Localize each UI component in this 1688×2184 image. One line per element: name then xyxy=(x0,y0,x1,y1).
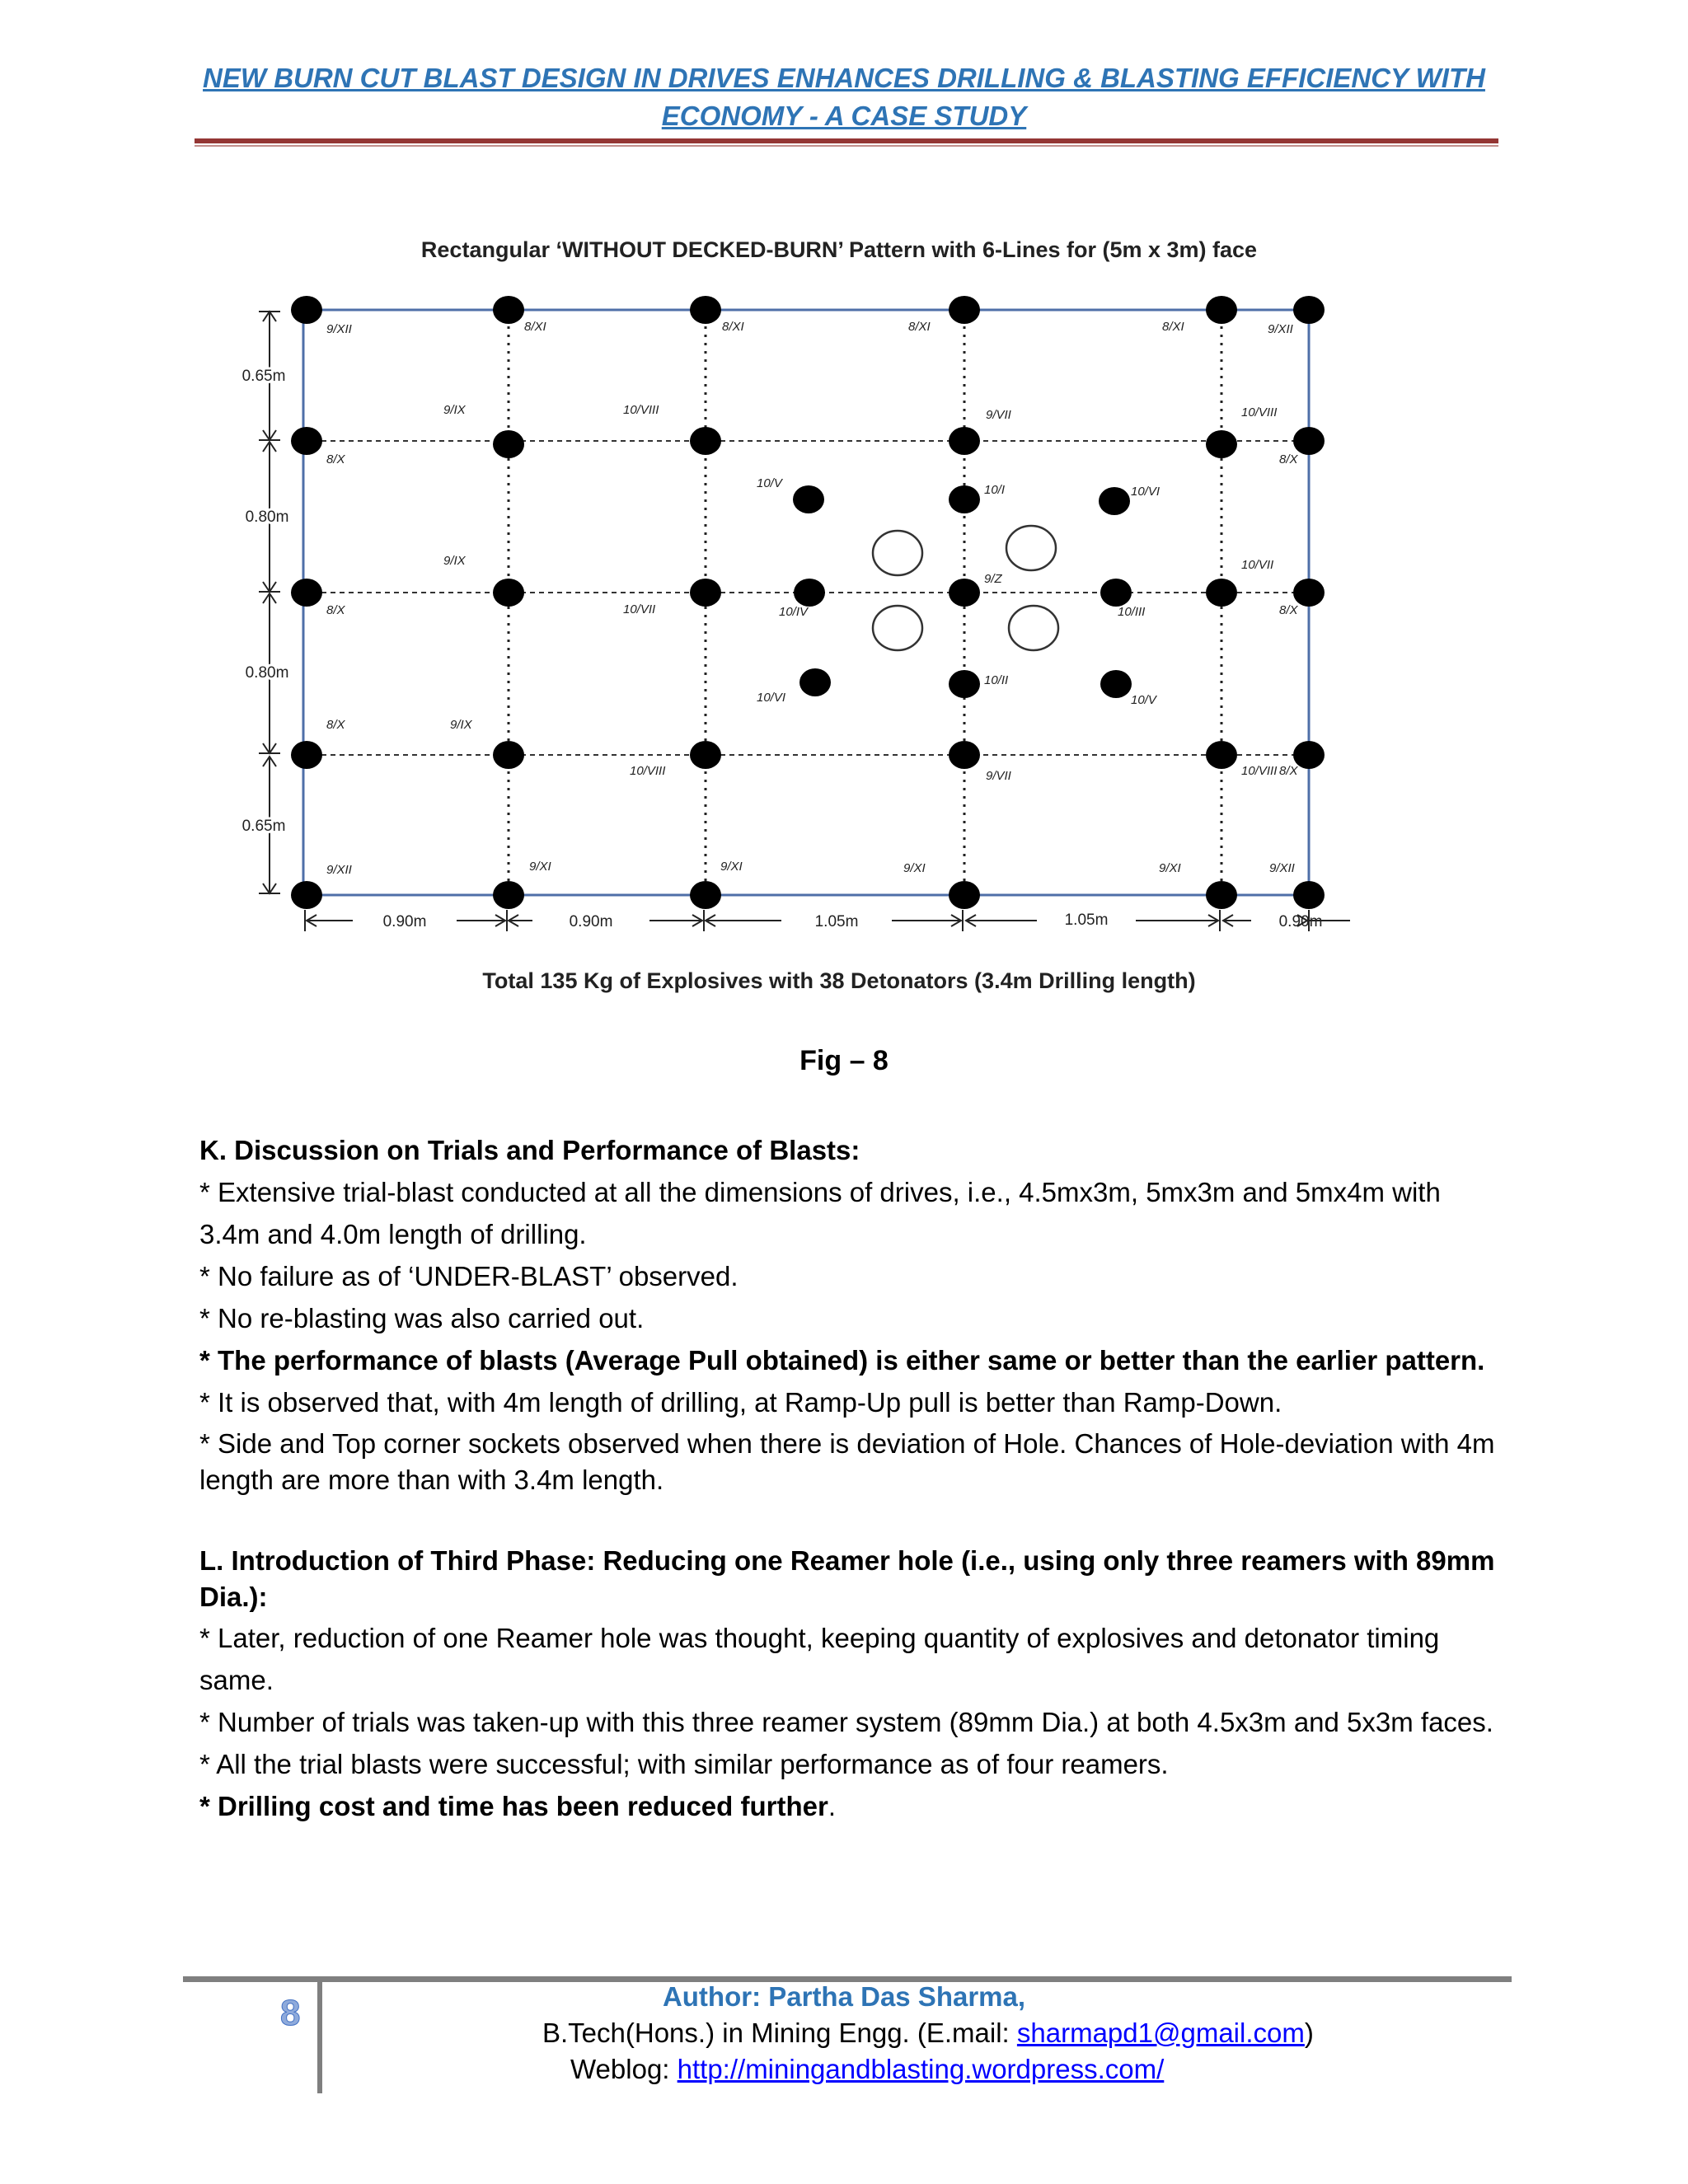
weblog-label: Weblog: xyxy=(570,2054,678,2084)
section-k-heading: K. Discussion on Trials and Performance of Blasts: xyxy=(199,1135,860,1165)
footer-author: Author: Partha Das Sharma, xyxy=(662,1981,1026,2012)
hole-label: 9/XII xyxy=(1268,322,1293,336)
reamer-hole xyxy=(873,531,922,575)
hole-label: 9/XI xyxy=(1159,861,1181,875)
hole-label: 9/VII xyxy=(986,408,1011,422)
header-rule xyxy=(195,138,1498,143)
footer-degree-suffix: ) xyxy=(1304,2018,1314,2048)
hole-label: 10/VIII xyxy=(623,403,659,417)
section-k-item: * No failure as of ‘UNDER-BLAST’ observed. xyxy=(199,1261,738,1291)
hole-label: 9/XII xyxy=(326,863,352,877)
hole-label: 9/XII xyxy=(326,322,352,336)
charged-hole xyxy=(690,427,721,455)
charged-hole xyxy=(949,579,980,607)
charged-hole xyxy=(793,485,824,513)
hole-label: 9/XII xyxy=(1269,861,1295,875)
hole-label: 9/XI xyxy=(720,860,743,874)
charged-hole xyxy=(1206,296,1237,324)
hole-label: 10/III xyxy=(1118,605,1146,619)
section-k-item: * Extensive trial-blast conducted at all the dimensions of drives, i.e., 4.5mx3m, 5mx3m and 5mx4m with 3.4m and 4.0m length of drilling. xyxy=(199,1177,1441,1249)
charged-hole xyxy=(690,881,721,909)
vertical-dimension-labels xyxy=(242,368,289,835)
section-l-item-bold: * Drilling cost and time has been reduced further xyxy=(199,1791,828,1821)
charged-hole xyxy=(949,296,980,324)
charged-hole xyxy=(690,579,721,607)
hole-label: 10/VI xyxy=(1131,485,1160,499)
charged-hole xyxy=(1206,579,1237,607)
section-k-item: * It is observed that, with 4m length of drilling, at Ramp-Up pull is better than Ramp-Down. xyxy=(199,1387,1282,1418)
dim-label-v4: 0.65m xyxy=(241,818,286,835)
charged-hole xyxy=(291,881,322,909)
hole-label: 8/X xyxy=(1279,764,1298,778)
hole-label: 10/VIII xyxy=(1241,764,1278,778)
charged-hole xyxy=(1099,487,1130,515)
weblog-link[interactable]: http://miningandblasting.wordpress.com/ xyxy=(677,2054,1165,2084)
header-title xyxy=(195,59,1493,135)
charged-hole xyxy=(1206,741,1237,769)
section-gap xyxy=(199,1498,1502,1543)
email-link[interactable]: sharmapd1@gmail.com xyxy=(1016,2018,1305,2048)
hole-label: 10/II xyxy=(984,673,1009,687)
figure-caption: Fig – 8 xyxy=(799,1045,889,1076)
section-l-item: * All the trial blasts were successful; with similar performance as of four reamers. xyxy=(199,1749,1169,1779)
figure-bottom-caption: Total 135 Kg of Explosives with 38 Detonators (3.4m Drilling length) xyxy=(482,968,1196,993)
charged-hole xyxy=(1293,881,1325,909)
hole-label: 10/I xyxy=(984,483,1006,497)
dim-label-v3: 0.80m xyxy=(245,664,289,682)
hole-label: 8/XI xyxy=(524,320,546,334)
charged-hole xyxy=(949,427,980,455)
charged-hole xyxy=(1206,430,1237,458)
hole-label: 8/XI xyxy=(722,320,744,334)
header-title-line1: NEW BURN CUT BLAST DESIGN IN DRIVES ENHANCES DRILLING & BLASTING EFFICIENCY WITH xyxy=(203,63,1485,93)
charged-hole xyxy=(1100,670,1132,698)
charged-hole xyxy=(690,296,721,324)
body-text xyxy=(199,1129,1502,1827)
vertical-dimensions xyxy=(259,312,280,893)
section-k-item: * The performance of blasts (Average Pull obtained) is either same or better than the earlier pattern. xyxy=(199,1345,1485,1376)
hole-label: 9/XI xyxy=(529,860,551,874)
page-number: 8 xyxy=(280,1993,301,2033)
hole-label: 8/XI xyxy=(908,320,931,334)
section-l-item: * Number of trials was taken-up with this three reamer system (89mm Dia.) at both 4.5x3m and 5x3m faces. xyxy=(199,1707,1493,1737)
section-l-heading: L. Introduction of Third Phase: Reducing one Reamer hole (i.e., using only three reamers with 89mm Dia.): xyxy=(199,1545,1495,1612)
charged-hole xyxy=(949,485,980,513)
charged-hole xyxy=(1100,579,1132,607)
header-rule-thin xyxy=(195,145,1498,147)
hole-label: 10/VII xyxy=(623,602,656,616)
charged-holes xyxy=(291,296,1325,909)
header-title-line2: ECONOMY - A CASE STUDY xyxy=(661,101,1027,131)
charged-hole xyxy=(291,741,322,769)
footer-credentials xyxy=(542,2018,1314,2049)
hole-label: 9/IX xyxy=(443,403,466,417)
dim-label-v2: 0.80m xyxy=(245,509,289,526)
figure-title: Rectangular ‘WITHOUT DECKED-BURN’ Pattern with 6-Lines for (5m x 3m) face xyxy=(420,237,1258,262)
charged-hole xyxy=(493,579,524,607)
hole-label: 8/X xyxy=(1279,452,1298,466)
section-l-item-tail: . xyxy=(828,1791,836,1821)
charged-hole xyxy=(690,741,721,769)
section-l-item: * Later, reduction of one Reamer hole was thought, keeping quantity of explosives and detonator timing same. xyxy=(199,1623,1440,1695)
charged-hole xyxy=(1293,741,1325,769)
hole-label: 10/VII xyxy=(1241,558,1274,572)
charged-hole xyxy=(1293,427,1325,455)
hole-label: 9/IX xyxy=(450,718,472,732)
charged-hole xyxy=(949,881,980,909)
dim-label-h5: 0.90m xyxy=(1278,913,1323,930)
dim-label-v1: 0.65m xyxy=(241,368,286,385)
hole-label: 8/X xyxy=(326,718,345,732)
hole-label: 10/IV xyxy=(779,605,809,619)
dim-label-h2: 0.90m xyxy=(569,913,613,930)
hole-label: 10/VIII xyxy=(1241,405,1278,419)
charged-hole xyxy=(493,881,524,909)
charged-hole xyxy=(493,741,524,769)
charged-hole xyxy=(1206,881,1237,909)
hole-label: 9/IX xyxy=(443,554,466,568)
hole-label: 8/X xyxy=(326,603,345,617)
reamer-hole xyxy=(1006,526,1056,570)
charged-hole xyxy=(794,579,825,607)
charged-hole xyxy=(799,668,831,696)
reamer-hole xyxy=(873,606,922,650)
section-k-item: * Side and Top corner sockets observed when there is deviation of Hole. Chances of Hole-deviation with 4m length are more than with 3.4m length. xyxy=(199,1428,1495,1495)
section-k-item: * No re-blasting was also carried out. xyxy=(199,1303,645,1333)
charged-hole xyxy=(949,741,980,769)
charged-hole xyxy=(1293,296,1325,324)
charged-hole xyxy=(291,579,322,607)
dim-label-h4: 1.05m xyxy=(1064,912,1109,929)
hole-label: 9/XI xyxy=(903,861,926,875)
hole-label: 10/VI xyxy=(757,691,786,705)
charged-hole xyxy=(949,670,980,698)
hole-label: 8/XI xyxy=(1162,320,1184,334)
hole-label: 10/V xyxy=(757,476,782,490)
blast-pattern-figure xyxy=(204,206,1474,1005)
charged-hole xyxy=(291,427,322,455)
footer-weblog xyxy=(570,2054,1164,2085)
hole-label: 8/X xyxy=(1279,603,1298,617)
dim-label-h3: 1.05m xyxy=(814,913,859,930)
hole-label: 10/VIII xyxy=(630,764,666,778)
charged-hole xyxy=(493,430,524,458)
hole-label: 9/Z xyxy=(984,572,1002,586)
charged-hole xyxy=(1293,579,1325,607)
hole-label: 8/X xyxy=(326,452,345,466)
hole-label: 9/VII xyxy=(986,769,1011,783)
section-l-item-last xyxy=(199,1785,1502,1827)
hole-label: 10/V xyxy=(1131,693,1156,707)
charged-hole xyxy=(493,296,524,324)
charged-hole xyxy=(291,296,322,324)
footer-degree: B.Tech(Hons.) in Mining Engg. (E.mail: xyxy=(542,2018,1017,2048)
reamer-hole xyxy=(1009,606,1058,650)
dim-label-h1: 0.90m xyxy=(382,913,427,930)
